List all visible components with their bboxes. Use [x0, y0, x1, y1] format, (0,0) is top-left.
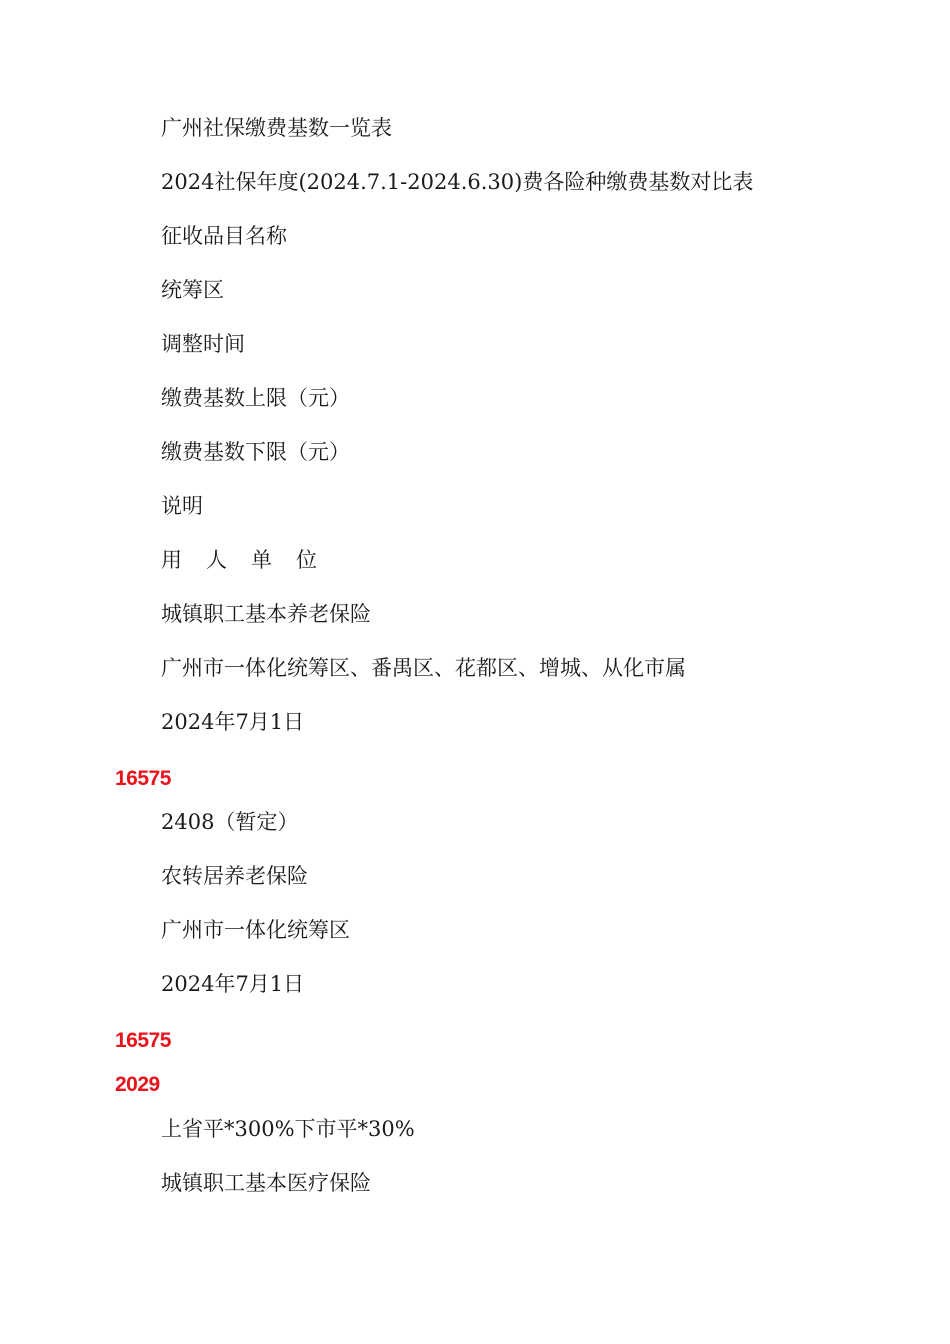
header-lower-limit: 缴费基数下限（元） — [161, 440, 350, 464]
document-title: 广州社保缴费基数一览表 — [161, 116, 392, 140]
row-1-time: 2024年7月1日 — [161, 710, 305, 734]
row-2-time: 2024年7月1日 — [161, 972, 305, 996]
row-2-item: 农转居养老保险 — [161, 864, 308, 888]
employer-label: 用人单位 — [161, 548, 341, 572]
row-1-upper-limit: 16575 — [115, 767, 171, 790]
document-subtitle: 2024社保年度(2024.7.1-2024.6.30)费各险种缴费基数对比表 — [161, 170, 754, 194]
header-item-name: 征收品目名称 — [161, 224, 287, 248]
row-1-region: 广州市一体化统筹区、番禺区、花都区、增城、从化市属 — [161, 656, 686, 680]
row-2-note: 上省平*300%下市平*30% — [161, 1117, 415, 1141]
row-3-item: 城镇职工基本医疗保险 — [161, 1171, 371, 1195]
row-1-item: 城镇职工基本养老保险 — [161, 602, 371, 626]
header-adjust-time: 调整时间 — [161, 332, 245, 356]
header-region: 统筹区 — [161, 278, 224, 302]
row-1-lower-limit: 2408（暂定） — [161, 810, 299, 834]
header-upper-limit: 缴费基数上限（元） — [161, 386, 350, 410]
row-2-region: 广州市一体化统筹区 — [161, 918, 350, 942]
row-2-upper-limit: 16575 — [115, 1029, 171, 1052]
row-2-lower-limit: 2029 — [115, 1073, 160, 1096]
header-note: 说明 — [161, 494, 203, 518]
